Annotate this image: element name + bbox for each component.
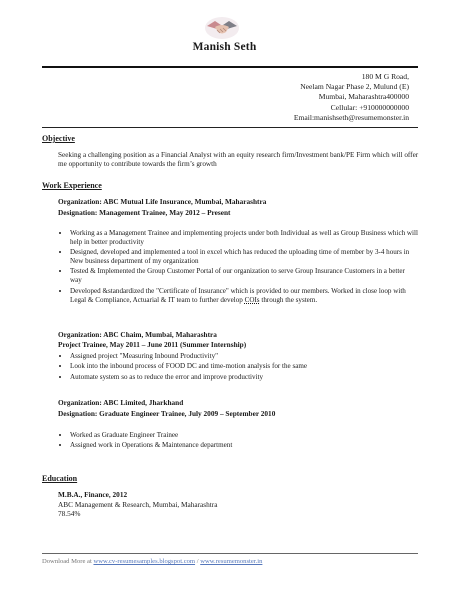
list-item: • Designed, developed and implemented a tool in excel which has reduced the uploading time of member by 3-4 hours in New business department of my organization [70,248,418,266]
list-item: • Developed &standardized the "Certificate of Insurance" which is provided to our members. Worked in close loop with Legal & Compliance, Actuarial & IT team to further develop COIs through the system. [70,287,418,305]
education-block [58,490,217,519]
work-heading: Work Experience [42,181,102,190]
candidate-name: Manish Seth [192,41,257,53]
address-line-2: Neelam Nagar Phase 2, Mulund (E) [300,82,409,92]
education-heading: Education [42,474,78,483]
resumemonster-link[interactable]: www.resumemonster.in [200,558,263,565]
degree: M.B.A., Finance, 2012 [58,490,128,499]
contact-block [294,72,409,123]
list-item: • Look into the inbound process of FOOD DC and time-motion analysis for the same [70,362,418,371]
job-1-organization: Organization: ABC Mutual Life Insurance, Mumbai, Maharashtra [58,197,267,206]
job-2-designation: Project Trainee, May 2011 – June 2011 (Summer Internship) [58,340,247,349]
cv-samples-link[interactable]: www.cv-resumesamples.blogspot.com [93,558,196,565]
email-line: Email:manishseth@resumemonster.in [293,112,409,122]
objective-text: Seeking a challenging position as a Financial Analyst with an equity research firm/Investment bank/PE Firm which will offer me opportunity to contribute towards the firm’s growth [58,151,419,169]
footer [42,558,262,565]
job-3-bullets [58,431,418,452]
list-item: • Assigned work in Operations & Maintenance department [70,441,418,450]
job-1-designation: Designation: Management Trainee, May 2012 – Present [58,208,231,217]
list-item: • Worked as Graduate Engineer Trainee [70,431,418,440]
list-item: • Working as a Management Trainee and implementing projects under both Individual as well as Group Business which will help in better productivity [70,229,418,247]
handshake-icon [204,14,240,40]
institution: ABC Management & Research, Mumbai, Maharashtra [58,499,218,509]
header-divider [42,66,418,68]
contact-divider [42,127,418,128]
footer-prefix: Download More at [42,558,92,565]
list-item: • Automate system so as to reduce the error and improve productivity [70,373,418,382]
footer-separator: / [196,558,199,565]
address-line-1: 180 M G Road, [361,72,409,81]
list-item: • Tested & Implemented the Group Customer Portal of our organization to serve Group Insurance Customers in a better way [70,267,418,285]
phone-line: Cellular: +910000000000 [330,102,409,112]
objective-heading: Objective [42,134,75,143]
job-3-organization: Organization: ABC Limited, Jharkhand [58,398,184,407]
job-1-bullets [58,229,418,306]
footer-divider [42,553,418,554]
address-line-3: Mumbai, Maharashtra400000 [318,92,409,102]
job-2-organization: Organization: ABC Chaim, Mumbai, Maharashtra [58,330,217,339]
score: 78.54% [58,509,81,519]
list-item: • Assigned project "Measuring Inbound Productivity" [70,352,418,361]
job-3-designation: Designation: Graduate Engineer Trainee, July 2009 – September 2010 [58,409,276,418]
job-2-bullets [58,352,418,383]
